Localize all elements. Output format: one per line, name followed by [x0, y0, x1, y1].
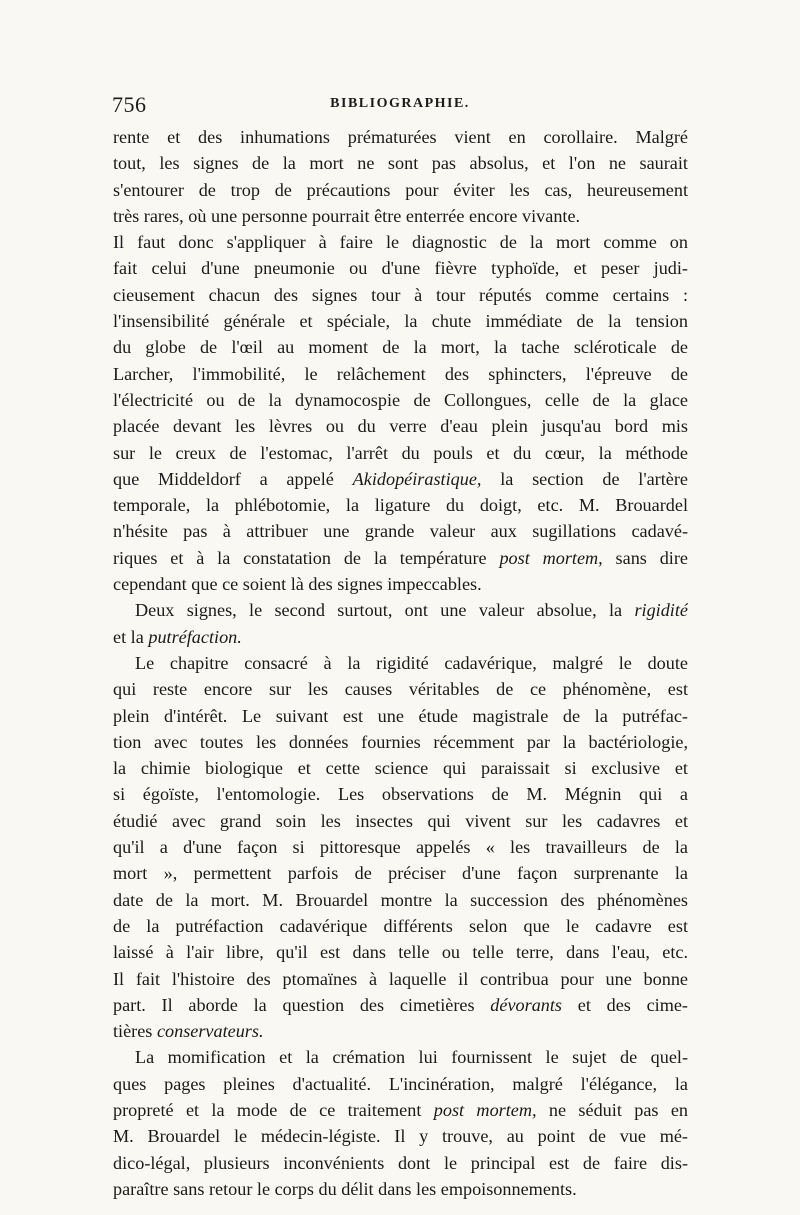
text-segment: ne séduit pas en [536, 1099, 688, 1120]
italic-term: dévorants [490, 994, 563, 1015]
text-line [113, 545, 688, 571]
text-line: étudié avec grand soin les insectes qui vivent sur les cadavres et [113, 810, 688, 831]
text-segment: tières [113, 1021, 157, 1042]
text-line: plein d'intérêt. Le suivant est une étude magistrale de la putréfac- [113, 705, 688, 726]
text-line: cependant que ce soient là des signes impeccables. [113, 574, 482, 595]
page-number: 756 [112, 92, 147, 117]
text-line: tion avec toutes les données fournies récemment par la bactériologie, [113, 731, 688, 752]
italic-term: post mortem, [433, 1099, 537, 1120]
text-segment: Deux signes, le second surtout, ont une valeur absolue, la [135, 600, 635, 621]
text-segment: et des cime- [562, 994, 688, 1015]
text-line: rente et des inhumations prématurées vient en corollaire. Malgré [113, 127, 688, 147]
text-line: sur le creux de l'estomac, l'arrêt du pouls et du cœur, la méthode [113, 442, 688, 463]
text-line: paraître sans retour le corps du délit dans les empoisonnements. [113, 1178, 577, 1199]
text-line [113, 992, 688, 1018]
running-head [112, 92, 688, 122]
text-line: temporale, la phlébotomie, la ligature du doigt, etc. M. Brouardel [113, 495, 688, 516]
text-line: qui reste encore sur les causes véritables de ce phénomène, est [113, 679, 688, 700]
italic-term: post mortem, [499, 547, 603, 568]
text-line: très rares, où une personne pourrait être enterrée encore vivante. [113, 205, 581, 226]
text-line: fait celui d'une pneumonie ou d'une fièvre typhoïde, et peser judi- [113, 258, 688, 279]
text-line: date de la mort. M. Brouardel montre la succession des phénomènes [113, 889, 688, 910]
text-line: cieusement chacun des signes tour à tour réputés comme certains : [113, 284, 688, 305]
text-segment: la section de l'artère [481, 468, 688, 489]
text-line [113, 466, 688, 492]
text-line: placée devant les lèvres ou du verre d'eau plein jusqu'au bord mis [113, 416, 688, 437]
text-line: du globe de l'œil au moment de la mort, la tache scléroticale de [113, 337, 688, 358]
text-line: dico-légal, plusieurs inconvénients dont le principal est de faire dis- [113, 1152, 688, 1173]
text-line: Il faut donc s'appliquer à faire le diagnostic de la mort comme on [113, 232, 688, 253]
text-line: tout, les signes de la mort ne sont pas absolus, et l'on ne saurait [113, 153, 688, 174]
body-text [113, 124, 688, 1202]
text-line: l'électricité ou de la dynamocospie de Collongues, celle de la glace [113, 389, 688, 410]
section-title: BIBLIOGRAPHIE. [330, 96, 470, 111]
text-line: de la putréfaction cadavérique différents selon que le cadavre est [113, 915, 688, 936]
text-line [113, 1018, 688, 1044]
italic-term: rigidité [634, 600, 688, 621]
text-line: Il fait l'histoire des ptomaïnes à laquelle il contribua pour une bonne [113, 968, 688, 989]
text-line [113, 624, 688, 650]
text-line: l'insensibilité générale et spéciale, la chute immédiate de la tension [113, 311, 688, 332]
text-segment: propreté et la mode de ce traitement [113, 1099, 434, 1120]
text-line: s'entourer de trop de précautions pour éviter les cas, heureusement [113, 179, 688, 200]
italic-term: conservateurs. [156, 1021, 264, 1042]
text-line: Le chapitre consacré à la rigidité cadavérique, malgré le doute [135, 652, 688, 673]
text-segment: et la [113, 626, 149, 647]
text-line: qu'il a d'une façon si pittoresque appelés « les travailleurs de la [113, 837, 688, 858]
text-line: ques pages pleines d'actualité. L'incinération, malgré l'élégance, la [113, 1073, 688, 1094]
italic-term: putréfaction. [148, 626, 242, 647]
text-line: si égoïste, l'entomologie. Les observations de M. Mégnin qui a [113, 784, 688, 805]
text-segment: part. Il aborde la question des cimetières [113, 994, 491, 1015]
text-segment: sans dire [602, 547, 688, 568]
text-segment: riques et à la constatation de la température [113, 547, 500, 568]
text-line: M. Brouardel le médecin-légiste. Il y trouve, au point de vue mé- [113, 1126, 688, 1147]
text-line: La momification et la crémation lui fournissent le sujet de quel- [135, 1047, 688, 1068]
text-line: laissé à l'air libre, qu'il est dans telle ou telle terre, dans l'eau, etc. [113, 942, 688, 963]
text-line [113, 1097, 688, 1123]
italic-term: Akidopéirastique, [352, 468, 482, 489]
text-segment: que Middeldorf a appelé [113, 468, 353, 489]
text-line: mort », permettent parfois de préciser d'une façon surprenante la [113, 863, 688, 884]
text-line: la chimie biologique et cette science qui paraissait si exclusive et [113, 758, 688, 779]
text-line: n'hésite pas à attribuer une grande valeur aux sugillations cadavé- [113, 521, 688, 542]
text-line [113, 597, 688, 623]
text-line: Larcher, l'immobilité, le relâchement des sphincters, l'épreuve de [113, 363, 688, 384]
